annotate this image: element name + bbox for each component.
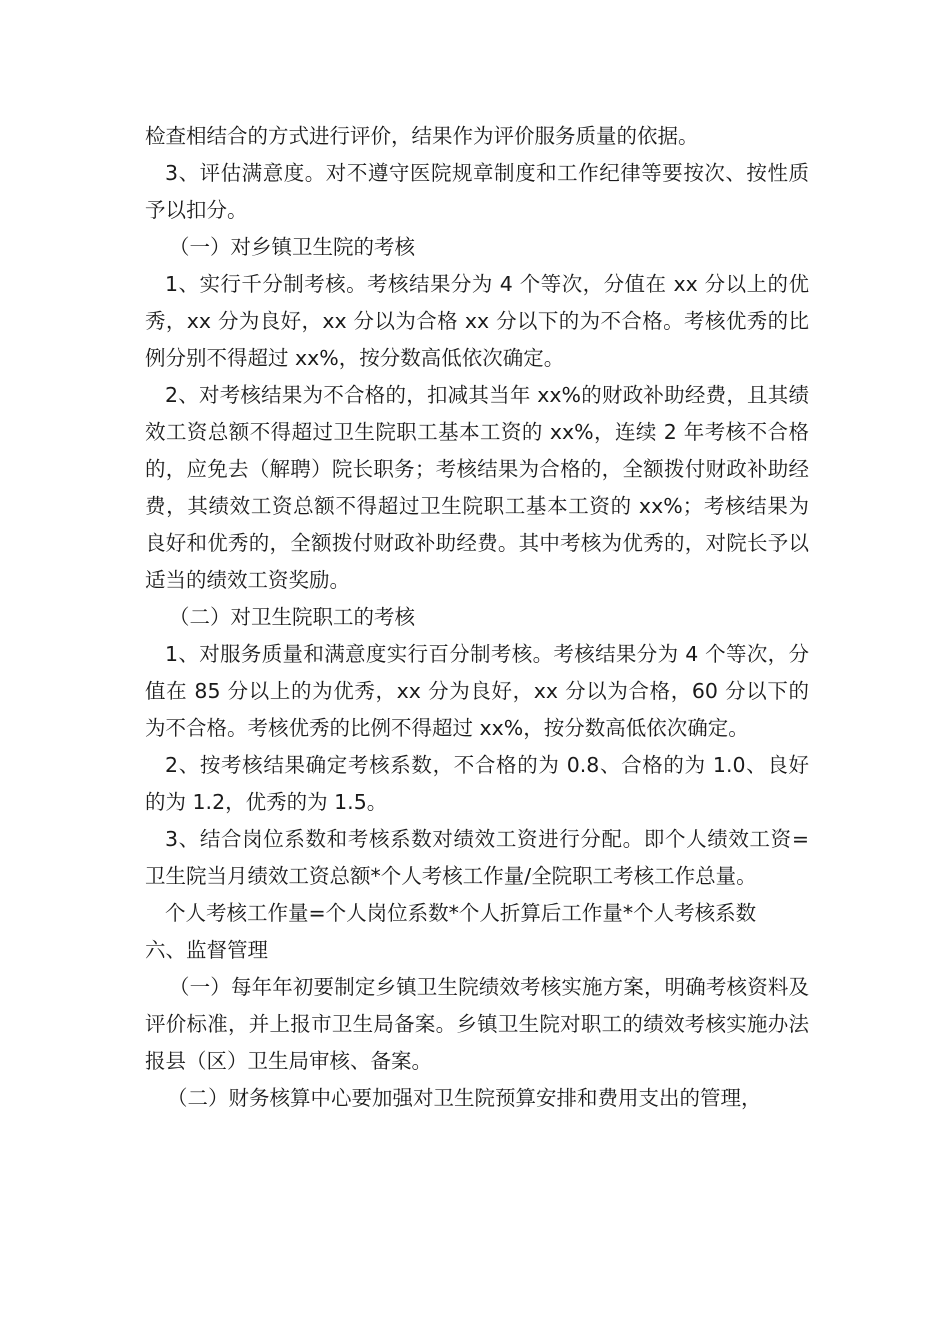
section-heading: （一）对乡镇卫生院的考核	[169, 235, 415, 259]
paragraph: 3、评估满意度。对不遵守医院规章制度和工作纪律等要按次、按性质予以扣分。	[145, 161, 809, 222]
paragraph: （一）每年年初要制定乡镇卫生院绩效考核实施方案，明确考核资料及评价标准，并上报市卫生局备案。乡镇卫生院对职工的绩效考核实施办法报县（区）卫生局审核、备案。	[145, 975, 809, 1073]
paragraph: 2、对考核结果为不合格的，扣减其当年 xx%的财政补助经费，且其绩效工资总额不得超过卫生院职工基本工资的 xx%，连续 2 年考核不合格的，应免去（解聘）院长职务；考核结果为合格的，全额拨付财政补助经费，其绩效工资总额不得超过卫生院职工基本工资的 xx%；考核结果为良好和优秀的，全额拨付财政补助经费。其中考核为优秀的，对院长予以适当的绩效工资奖励。	[145, 383, 809, 592]
paragraph: 3、结合岗位系数和考核系数对绩效工资进行分配。即个人绩效工资=卫生院当月绩效工资总额*个人考核工作量/全院职工考核工作总量。	[145, 827, 809, 888]
formula-line: 个人考核工作量=个人岗位系数*个人折算后工作量*个人考核系数	[165, 901, 757, 925]
section-heading: （二）对卫生院职工的考核	[169, 605, 415, 629]
document-body	[145, 118, 809, 1117]
paragraph: 检查相结合的方式进行评价，结果作为评价服务质量的依据。	[145, 124, 699, 148]
chapter-heading: 六、监督管理	[145, 938, 268, 962]
paragraph: （二）财务核算中心要加强对卫生院预算安排和费用支出的管理，	[167, 1086, 762, 1110]
paragraph: 1、对服务质量和满意度实行百分制考核。考核结果分为 4 个等次，分值在 85 分以上的为优秀，xx 分为良好，xx 分以为合格，60 分以下的为不合格。考核优秀的比例不得超过 xx%，按分数高低依次确定。	[145, 642, 809, 740]
paragraph: 1、实行千分制考核。考核结果分为 4 个等次，分值在 xx 分以上的优秀，xx 分为良好，xx 分以为合格 xx 分以下的为不合格。考核优秀的比例分别不得超过 xx%，按分数高低依次确定。	[145, 272, 809, 370]
paragraph: 2、按考核结果确定考核系数，不合格的为 0.8、合格的为 1.0、良好的为 1.2，优秀的为 1.5。	[145, 753, 809, 814]
